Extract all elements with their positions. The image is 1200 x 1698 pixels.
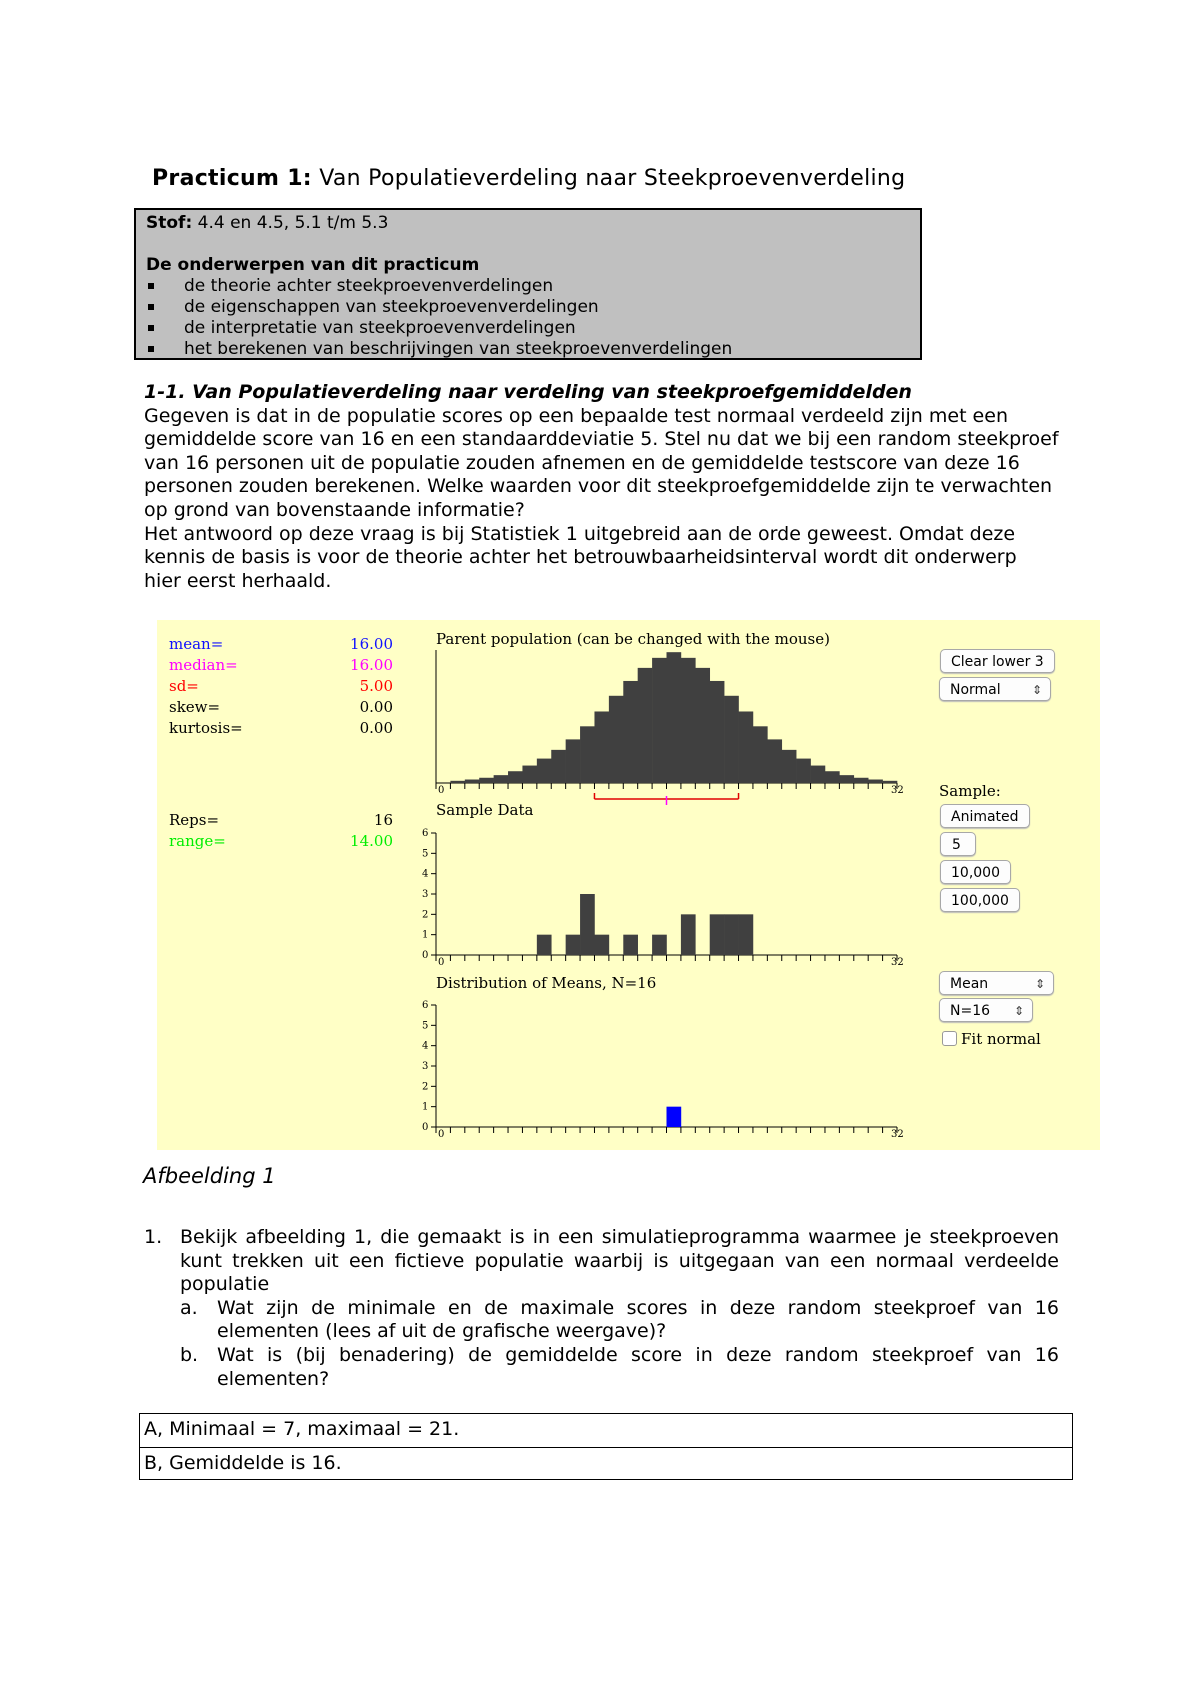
bar [609,696,624,783]
stat-kurtosis-value: 0.00 [359,719,393,737]
bar [623,935,638,955]
y-tick-label: 6 [422,828,429,839]
bar [667,1107,682,1127]
chart-title: Sample Data [436,801,534,819]
bar [494,775,509,783]
answer-line-b: B, Gemiddelde is 16. [140,1447,1072,1481]
bar [868,780,883,783]
topic-item: de theorie achter steekproevenverdelingen [146,276,910,297]
subquestion-text: Wat zijn de minimale en de maximale scores in deze random steekproef van 16 elementen (lees af uit de grafische weergave)? [217,1296,1059,1343]
subquestion-text: Wat is (bij benadering) de gemiddelde score in deze random steekproef van 16 elementen? [217,1343,1059,1390]
distribution-select[interactable]: Normal ⇕ [939,677,1051,701]
stat-range-label: range= [169,832,226,850]
section-1-1 [144,381,1059,593]
y-tick-label: 0 [422,950,429,961]
figure-caption: Afbeelding 1 [143,1164,276,1188]
bar [566,739,581,783]
bar [825,771,840,783]
bar [710,681,725,783]
y-tick-label: 3 [422,1061,429,1072]
subquestion-letter: b. [180,1343,199,1366]
sample-10000-button[interactable]: 10,000 [940,860,1011,884]
fit-normal-option[interactable] [942,1030,1041,1048]
stat-sd-value: 5.00 [359,677,393,695]
clear-lower-button[interactable]: Clear lower 3 [940,649,1055,673]
topic-item: de interpretatie van steekproevenverdelingen [146,318,910,339]
topic-item: het berekenen van beschrijvingen van steekproevenverdelingen [146,339,910,360]
stat-reps-label: Reps= [169,811,220,829]
stat-skew-label: skew= [169,698,221,716]
statistic-select[interactable]: Mean ⇕ [939,971,1054,995]
subquestion-letter: a. [180,1296,198,1319]
x-tick-label: 0 [438,785,445,796]
question-list [144,1226,1059,1391]
y-tick-label: 2 [422,909,429,921]
stat-sd-label: sd= [169,677,199,695]
question-1a [144,1297,1059,1344]
stat-median-label: median= [169,656,238,674]
bar [594,935,609,955]
bar [667,652,682,783]
stof-label: Stof: [146,213,193,233]
sample-5-button[interactable]: 5 [940,832,976,856]
stat-mean-label: mean= [169,635,224,653]
bar [739,914,754,955]
question-text: Bekijk afbeelding 1, die gemaakt is in een simulatieprogramma waarmee je steekproeven kunt trekken uit een fictieve populatie waarbij is uitgegaan van een normaal verdeelde populatie [180,1226,1059,1296]
bar [623,681,638,783]
y-tick-label: 5 [422,848,429,860]
topics-list [146,276,910,360]
bar [522,766,537,783]
x-tick-label: 0 [438,957,445,968]
bar [479,778,494,783]
bar [782,750,797,783]
bar [551,750,566,783]
topic-item: de eigenschappen van steekproevenverdelingen [146,297,910,318]
animated-button[interactable]: Animated [940,804,1030,828]
page-title [152,166,905,191]
bar [537,759,552,783]
topics-heading: De onderwerpen van dit practicum [146,255,480,275]
x-tick-label: 32 [891,785,904,796]
x-tick-label: 32 [891,1129,904,1140]
bar [739,711,754,783]
y-tick-label: 5 [422,1020,429,1032]
bar [724,696,739,783]
question-number: 1. [144,1226,163,1248]
bar [724,914,739,955]
sample-size-select[interactable]: N=16 ⇕ [939,998,1033,1022]
answer-box [139,1413,1073,1480]
bar [652,658,667,783]
stat-skew-value: 0.00 [359,698,393,716]
stat-median-value: 16.00 [350,656,393,674]
y-tick-label: 1 [422,1101,429,1113]
y-tick-label: 3 [422,889,429,900]
stof-line [146,213,910,234]
question-1b [144,1344,1059,1391]
fit-normal-checkbox[interactable] [942,1031,957,1046]
stof-value: 4.4 en 4.5, 5.1 t/m 5.3 [192,213,389,233]
y-tick-label: 2 [422,1081,429,1093]
bar [681,658,696,783]
simulation-figure [157,620,1100,1150]
title-rest: Van Populatieverdeling naar Steekproevenverdeling [311,166,906,191]
x-tick-label: 0 [438,1129,445,1140]
title-bold: Practicum 1: [152,166,312,191]
bar [854,778,869,783]
question-1 [144,1226,1059,1297]
bar [839,775,854,783]
sample-label: Sample: [939,782,1001,800]
section-paragraph-2: Het antwoord op deze vraag is bij Statistiek 1 uitgebreid aan de orde geweest. Omdat deze kennis de basis is voor de theorie achter het betrouwbaarheidsinterval wordt dit onderwerp hier eerst herhaald. [144,522,1017,592]
stat-mean-value: 16.00 [350,635,393,653]
bar [566,935,581,955]
bar [594,711,609,783]
y-tick-label: 1 [422,929,429,941]
bar [508,771,523,783]
y-tick-label: 0 [422,1122,429,1133]
stat-kurtosis-label: kurtosis= [169,719,243,737]
bar [537,935,552,955]
bar [681,914,696,955]
bar [710,914,725,955]
bar [753,726,768,783]
bar [638,668,653,783]
stat-range-value: 14.00 [350,832,393,850]
y-tick-label: 4 [422,1040,429,1052]
bar [580,726,595,783]
bar [811,766,826,783]
topics-box [134,208,922,360]
fit-normal-label: Fit normal [961,1030,1041,1048]
answer-line-a: A, Minimaal = 7, maximaal = 21. [144,1418,460,1440]
y-tick-label: 4 [422,868,429,880]
x-tick-label: 32 [891,957,904,968]
chart-title: Distribution of Means, N=16 [436,974,657,992]
bar [652,935,667,955]
bar [767,739,782,783]
bar [465,780,480,783]
bar [883,781,898,783]
y-tick-label: 6 [422,1000,429,1011]
section-heading: 1-1. Van Populatieverdeling naar verdeling van steekproefgemiddelden [144,381,912,403]
chart-title: Parent population (can be changed with the mouse) [436,630,830,648]
bar [695,668,710,783]
bar [580,894,595,955]
sample-100000-button[interactable]: 100,000 [940,888,1020,912]
bar [796,759,811,783]
section-paragraph-1: Gegeven is dat in de populatie scores op een bepaalde test normaal verdeeld zijn met een gemiddelde score van 16 en een standaarddeviatie 5. Stel nu dat we bij een random steekproef van 16 personen uit de populatie zouden afnemen en de gemiddelde testscore van deze 16 personen zouden berekenen. Welke waarden voor dit steekproefgemiddelde zijn te verwachten op grond van bovenstaande informatie? [144,404,1059,521]
stat-reps-value: 16 [373,811,393,829]
bar [450,781,465,783]
